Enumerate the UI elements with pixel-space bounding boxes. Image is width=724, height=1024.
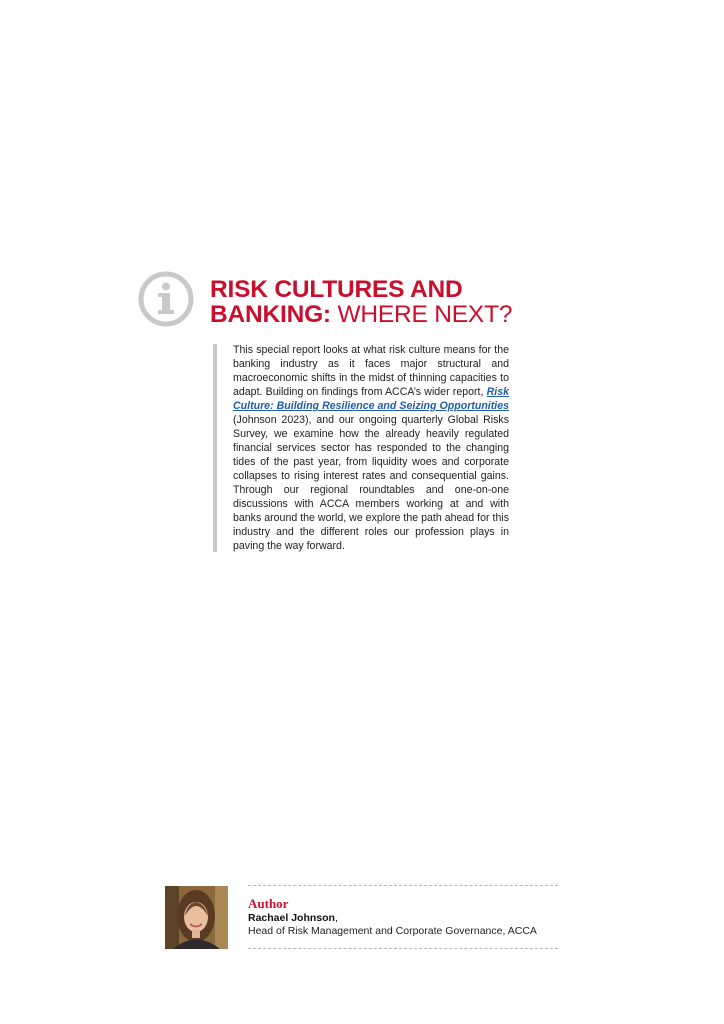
author-photo [165, 886, 228, 949]
author-divider-bottom [248, 948, 558, 949]
intro-text-start: This special report looks at what risk culture means for the banking industry as it faces major structural and macroeconomic shifts in the midst of thinning capacities to adapt. Building on findings from ACCA’s wider report, [233, 344, 509, 398]
title-light: WHERE NEXT? [337, 301, 513, 328]
author-name-line [248, 912, 338, 924]
author-label: Author [248, 896, 289, 911]
info-icon [138, 271, 194, 327]
report-link[interactable]: Risk Culture: Building Resilience and Seizing Opportunities [233, 386, 509, 412]
title-bold: RISK CULTURES AND BANKING: [210, 276, 463, 328]
intro-text-end: (Johnson 2023), and our ongoing quarterly Global Risks Survey, we examine how the already heavily regulated financial services sector has responded to the changing tides of the past year, from liquidity woes and corporate collapses to rising interest rates and consequential gains. Through our regional roundtables and one-on-one discussions with ACCA members working at and with banks around the world, we explore the path ahead for this industry and the different roles our profession plays in paving the way forward. [233, 414, 509, 552]
intro-paragraph [233, 343, 509, 553]
author-name-suffix: , [334, 912, 338, 924]
author-role: Head of Risk Management and Corporate Governance, ACCA [248, 925, 537, 937]
author-name: Rachael Johnson [248, 912, 335, 924]
intro-accent-bar [213, 344, 217, 552]
author-divider-top [248, 885, 558, 886]
page-title [210, 277, 540, 327]
